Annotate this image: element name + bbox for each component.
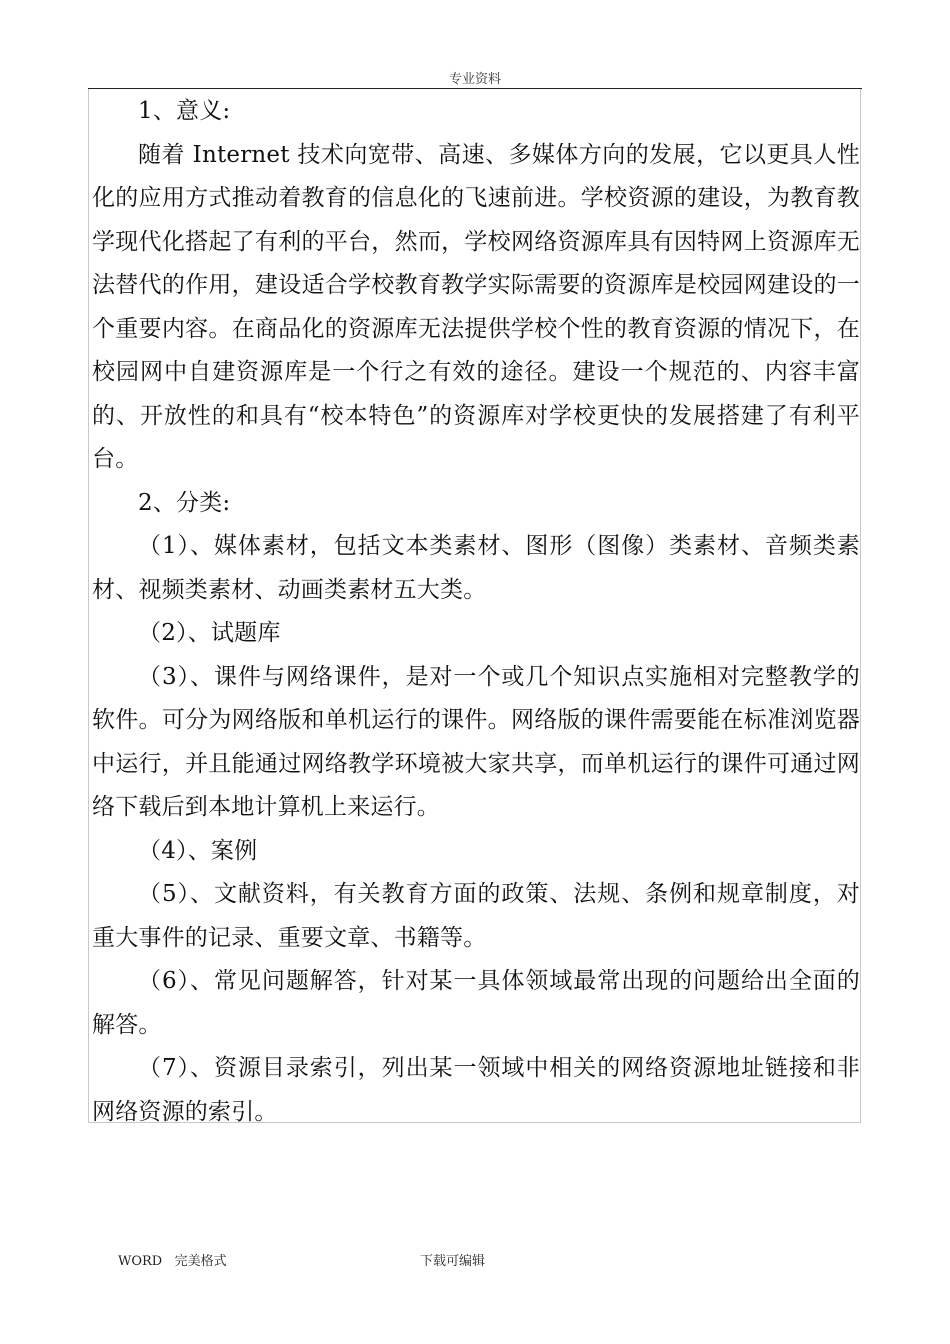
section-heading-classification: 2、分类:	[138, 489, 231, 516]
meaning-paragraph: 随着 Internet 技术向宽带、高速、多媒体方向的发展，它以更具人性化的应用方式推动着教育的信息化的飞速前进。学校资源的建设，为教育教学现代化搭起了有利的平台，然而，学校网络资源库具有因特网上资源库无法替代的作用，建设适合学校教育教学实际需要的资源库是校园网建设的一个重要内容。在商品化的资源库无法提供学校个性的教育资源的情况下，在校园网中自建资源库是一个行之有效的途径。建设一个规范的、内容丰富的、开放性的和具有“校本特色”的资源库对学校更快的发展搭建了有利平台。	[92, 141, 860, 472]
classification-item-1: （1）、媒体素材，包括文本类素材、图形（图像）类素材、音频类素材、视频类素材、动画类素材五大类。	[92, 533, 860, 603]
classification-item-7: （7）、资源目录索引，列出某一领域中相关的网络资源地址链接和非网络资源的索引。	[92, 1055, 860, 1125]
classification-item-4: （4）、案例	[138, 837, 258, 864]
footer-format-label: WORD 完美格式	[118, 1254, 227, 1269]
document-body	[92, 90, 860, 1134]
classification-item-3: （3）、课件与网络课件，是对一个或几个知识点实施相对完整教学的软件。可分为网络版和单机运行的课件。网络版的课件需要能在标准浏览器中运行，并且能通过网络教学环境被大家共享，而单机运行的课件可通过网络下载后到本地计算机上来运行。	[92, 663, 860, 820]
section-heading-meaning: 1、意义:	[138, 98, 231, 124]
classification-item-5: （5）、文献资料，有关教育方面的政策、法规、条例和规章制度，对重大事件的记录、重要文章、书籍等。	[92, 881, 860, 951]
page-header: 专业资料	[448, 72, 501, 87]
classification-item-6: （6）、常见问题解答，针对某一具体领域最常出现的问题给出全面的解答。	[92, 968, 860, 1038]
classification-item-2: （2）、试题库	[138, 620, 281, 646]
footer-editable-label: 下载可编辑	[420, 1254, 486, 1269]
